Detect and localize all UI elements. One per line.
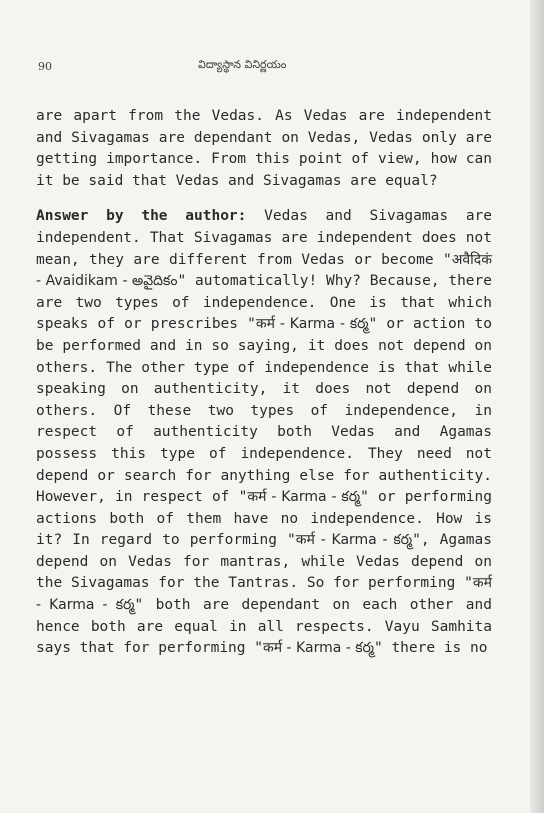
answer-text-a: Vedas and Sivagamas are independent. That Sivagamas are independent does not mean, they are different from Vedas or become " (36, 208, 493, 268)
term-avaidikam: अवैदिकं - Avaidikam - అవైదికం (36, 251, 492, 290)
answer-label: Answer by the author: (36, 208, 247, 225)
answer-text-g: " there is no (373, 640, 488, 657)
term-karma: कर्म - Karma - కర్మ (247, 489, 361, 506)
term-karma: कर्म - Karma - కర్మ (255, 316, 369, 333)
page-number: 90 (38, 60, 52, 73)
answer-text-c: " or action to be performed and in so saying, it does not depend on others. The other type of independence is that while speaking on authenticity, it does not depend on others. Of these two types of independence, in respect of authenticity both Vedas and Agamas possess this type of independence. They need not depend or search for anything else for authenticity. However, in respect of " (36, 316, 492, 506)
term-karma: कर्म - Karma - కర్మ (36, 575, 492, 614)
page-edge (530, 0, 544, 813)
page-header (38, 58, 490, 78)
term-karma: कर्म - Karma - కర్మ (262, 640, 374, 657)
answer-text-f: " both are dependant on each other and hence both are equal in all respects. Vayu Samhita says that for performing " (36, 597, 492, 657)
paragraph-answer (36, 206, 492, 659)
answer-text-b: " automatically! Why? Because, there are two types of independence. One is that which speaks of or prescribes " (36, 273, 492, 333)
answer-text-d: " or performing actions both of them have no independence. How is it? In regard to performing " (36, 489, 492, 549)
paragraph-question: are apart from the Vedas. As Vedas are independent and Sivagamas are dependant on Vedas, Vedas only are getting importance. From this point of view, how can it be said that Vedas and Sivagamas are equal? (36, 108, 492, 189)
answer-text-e: ", Agamas depend on Vedas for mantras, while Vedas depend on the Sivagamas for the Tantras. So for performing " (36, 532, 492, 592)
term-karma: कर्म - Karma - కర్మ (295, 532, 413, 549)
running-title: విద్యాస్థాన వినిర్ణయం (198, 58, 287, 71)
body-text (36, 106, 492, 674)
